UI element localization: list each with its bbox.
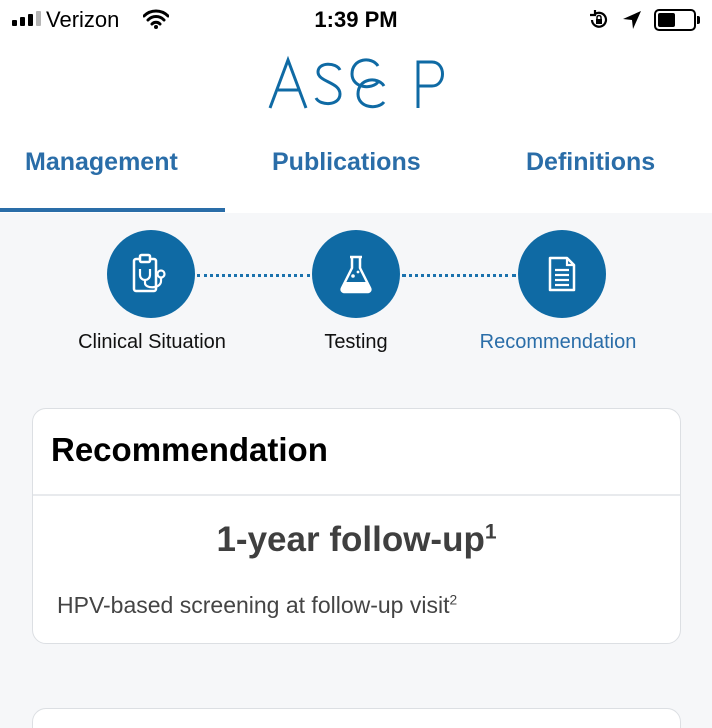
step-testing[interactable] [312, 230, 400, 318]
active-tab-indicator [0, 208, 225, 212]
status-time: 1:39 PM [314, 7, 398, 32]
recommendation-card [32, 408, 681, 644]
app-header [0, 40, 712, 213]
step-connector [197, 274, 310, 277]
tab-publications[interactable]: Publications [272, 148, 421, 176]
rotation-lock-icon [588, 9, 610, 31]
ascpp-logo [268, 52, 448, 114]
step-label-clinical-situation[interactable]: Clinical Situation [78, 331, 226, 353]
clipboard-stethoscope-icon [131, 253, 171, 295]
recommendation-detail: HPV-based screening at follow-up visit$^2$ [57, 592, 458, 618]
progress-stepper [0, 213, 712, 363]
step-label-testing[interactable]: Testing [324, 331, 388, 353]
document-icon [547, 255, 577, 293]
footnote-ref-2[interactable]: 2 [449, 592, 458, 608]
status-bar [0, 0, 712, 40]
footnote-ref-1[interactable]: 1 [484, 520, 497, 544]
step-clinical-situation[interactable] [107, 230, 195, 318]
battery-icon [654, 9, 700, 31]
card-divider [33, 494, 680, 496]
recommendation-headline: 1-year follow-$up^1$ [216, 520, 497, 559]
step-label-recommendation[interactable]: Recommendation [479, 331, 637, 353]
tab-definitions[interactable]: Definitions [526, 148, 656, 176]
carrier-name: Verizon [46, 7, 120, 32]
tab-management[interactable]: Management [25, 148, 178, 176]
flask-icon [338, 254, 374, 294]
step-recommendation[interactable] [518, 230, 606, 318]
next-card [32, 708, 681, 728]
step-connector [402, 274, 516, 277]
card-title: Recommendation [51, 431, 328, 468]
location-arrow-icon [621, 9, 643, 31]
